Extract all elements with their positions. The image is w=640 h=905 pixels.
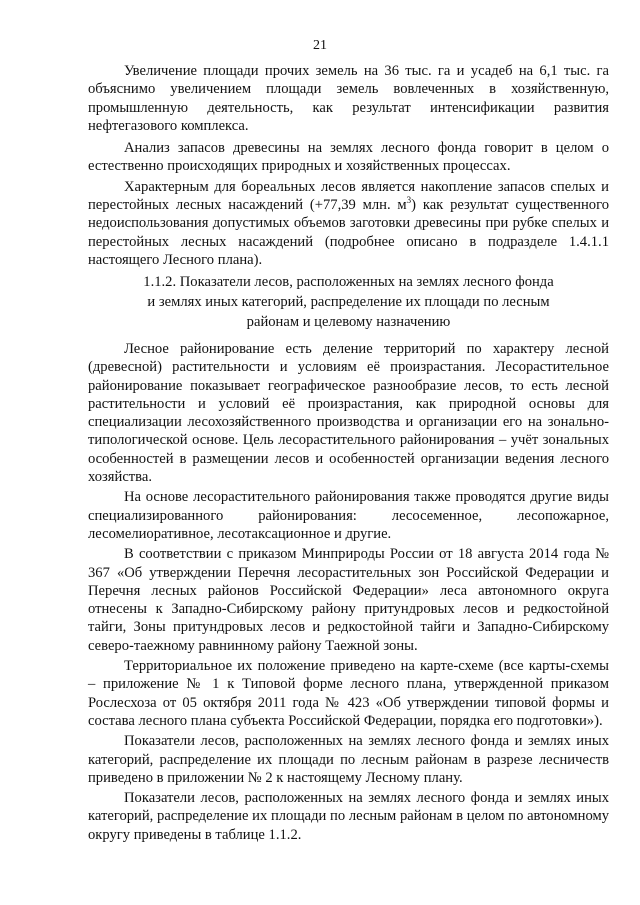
paragraph: Увеличение площади прочих земель на 36 тыс. га и усадеб на 6,1 тыс. га объяснимо увеличением площади земель вовлеченных в хозяйственную, промышленную деятельность, как результат интенсификации развития нефтегазового комплекса. bbox=[88, 63, 609, 134]
paragraph: Территориальное их положение приведено на карте-схеме (все карты-схемы – приложение № 1 к Типовой форме лесного плана, утвержденной приказом Рослесхоза от 05 октября 2011 года № 423 «Об утверждении типовой формы и состава лесного плана субъекта Российской Федерации, порядка его подготовки»). bbox=[88, 658, 609, 729]
page-number: 21 bbox=[313, 38, 327, 53]
paragraph: Показатели лесов, расположенных на землях лесного фонда и землях иных категорий, распределение их площади по лесным районам в целом по автономному округу приведены в таблице 1.1.2. bbox=[88, 790, 609, 843]
paragraph: Анализ запасов древесины на землях лесного фонда говорит в целом о естественно происходящих природных и хозяйственных процессах. bbox=[88, 140, 609, 175]
paragraph: В соответствии с приказом Минприроды России от 18 августа 2014 года № 367 «Об утверждении Перечня лесорастительных зон Российской Федерации и Перечня лесных районов Российской Федерации» леса автономного округа отнесены к Западно-Сибирскому району притундровых лесов и редкостойной тайги, Зоны притундровых лесов и редкостойной тайги и Западно-Сибирскому северо-таежному равнинному району Таежной зоны. bbox=[88, 546, 609, 654]
superscript: 3 bbox=[406, 195, 412, 206]
intro-text bbox=[88, 62, 609, 269]
body-text bbox=[88, 340, 609, 844]
text-fragment: ) как результат существенного недоиспользования допустимых объемов заготовки древесины при рубке спелых и перестойных лесных насаждений (подробнее описано в подразделе 1.4.1.1 настоящего Лесного плана). bbox=[88, 197, 609, 268]
heading-line: районам и целевому назначению bbox=[246, 314, 451, 330]
paragraph bbox=[88, 178, 609, 269]
paragraph: Показатели лесов, расположенных на землях лесного фонда и землях иных категорий, распределение их площади по лесным районам в разрезе лесничеств приведено в приложении № 2 к настоящему Лесному плану. bbox=[88, 733, 609, 786]
section-heading bbox=[88, 272, 609, 332]
text-fragment: Характерным для бореальных лесов является накопление запасов спелых и перестойных лесных насаждений (+77,39 млн. м bbox=[88, 178, 609, 214]
paragraph: На основе лесорастительного районирования также проводятся другие виды специализированного районирования: лесосеменное, лесопожарное, лесомелиоративное, лесотаксационное и другие. bbox=[88, 489, 609, 542]
paragraph: Лесное районирование есть деление территорий по характеру лесной (древесной) растительности и условиям её произрастания. Лесорастительное районирование показывает географическое разнообразие лесов, то есть лесной растительности и условий её произрастания, как природной основы для специализации лесохозяйственного производства и организации его на зонально-типологической основе. Цель лесорастительного районирования – учёт зональных особенностей в размещении лесов и особенностей организации ведения лесного хозяйства. bbox=[88, 341, 609, 486]
heading-line: 1.1.2. Показатели лесов, расположенных на землях лесного фонда bbox=[143, 274, 554, 290]
heading-line: и землях иных категорий, распределение их площади по лесным bbox=[147, 294, 550, 310]
